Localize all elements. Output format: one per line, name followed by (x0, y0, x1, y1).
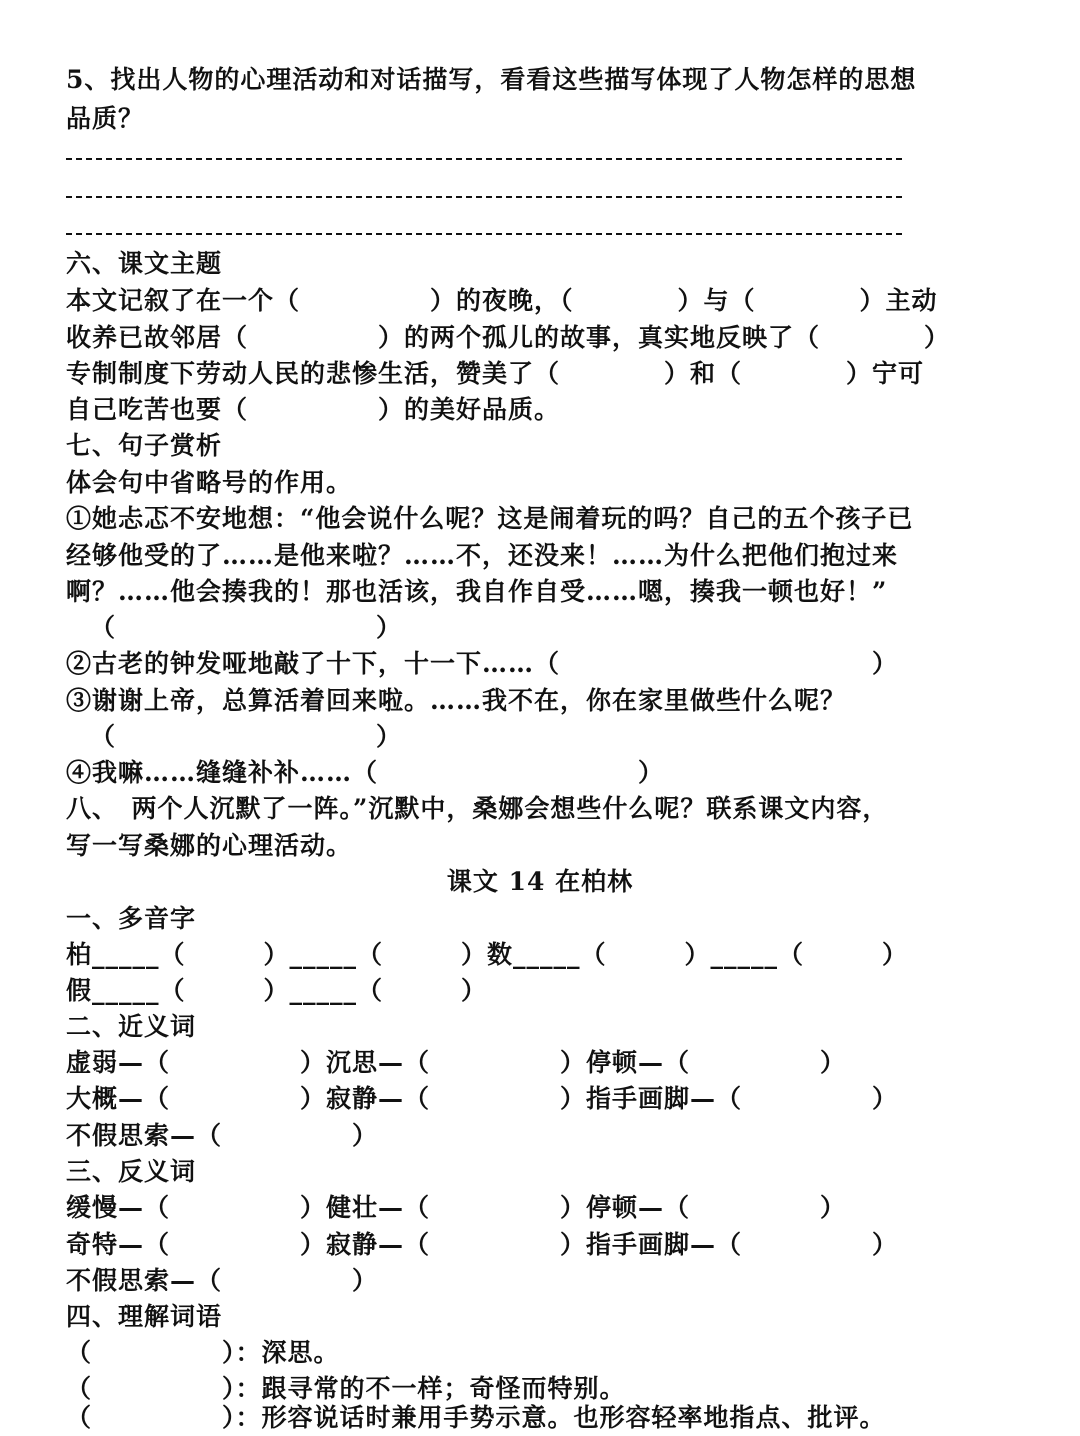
polyphone-heading: 一、多音字 (66, 904, 197, 933)
antonym-line-3: 不假思索—（ ） (66, 1266, 379, 1295)
theme-line-1: 本文记叙了在一个（ ）的夜晚，（ ）与（ ）主动 (66, 286, 938, 315)
sentence-1-line-1: ①她忐忑不安地想：“他会说什么呢？这是闹着玩的吗？自己的五个孩子已 (66, 504, 914, 533)
sentence-1-line-3: 啊？……他会揍我的！那也活该，我自作自受……嗯，揍我一顿也好！” (66, 577, 888, 606)
answer-blank-line[interactable] (66, 233, 902, 235)
antonym-line-2: 奇特—（ ）寂静—（ ）指手画脚—（ ） (66, 1230, 899, 1259)
word-meaning-line-3: （ ）：形容说话时兼用手势示意。也形容轻率地指点、批评。 (66, 1403, 886, 1432)
synonym-line-3: 不假思索—（ ） (66, 1121, 379, 1150)
answer-blank-line[interactable] (66, 196, 902, 198)
answer-blank-line[interactable] (66, 158, 902, 160)
word-meaning-heading: 四、理解词语 (66, 1302, 223, 1331)
synonym-line-2: 大概—（ ）寂静—（ ）指手画脚—（ ） (66, 1084, 899, 1113)
section-7-intro: 体会句中省略号的作用。 (66, 468, 353, 497)
theme-line-4: 自己吃苦也要（ ）的美好品质。 (66, 395, 561, 424)
word-meaning-line-1: （ ）：深思。 (66, 1338, 340, 1367)
sentence-4: ④我嘛……缝缝补补……（ ） (66, 758, 665, 787)
sentence-3-line-1: ③谢谢上帝，总算活着回来啦。……我不在，你在家里做些什么呢？ (66, 686, 847, 715)
polyphone-line-2: 假_____（ ）_____（ ） (66, 976, 488, 1005)
section-7-heading: 七、句子赏析 (66, 431, 223, 460)
antonym-line-1: 缓慢—（ ）健壮—（ ）停顿—（ ） (66, 1193, 847, 1222)
q5-line-1: 5、找出人物的心理活动和对话描写，看看这些描写体现了人物怎样的思想 (66, 65, 917, 94)
word-meaning-line-2: （ ）：跟寻常的不一样；奇怪而特别。 (66, 1374, 626, 1403)
polyphone-line-1: 柏_____（ ）_____（ ）数_____（ ）_____（ ） (66, 940, 909, 969)
section-8-line-1: 八、 两个人沉默了一阵。”沉默中，桑娜会想些什么呢？联系课文内容， (66, 794, 889, 823)
theme-line-2: 收养已故邻居（ ）的两个孤儿的故事，真实地反映了（ ） (66, 323, 951, 352)
sentence-3-answer[interactable]: （ ） (90, 722, 403, 751)
theme-line-3: 专制制度下劳动人民的悲惨生活，赞美了（ ）和（ ）宁可 (66, 359, 925, 388)
antonym-heading: 三、反义词 (66, 1157, 197, 1186)
q5-line-2: 品质？ (66, 104, 145, 133)
sentence-2: ②古老的钟发哑地敲了十下，十一下……（ ） (66, 649, 899, 678)
section-8-line-2: 写一写桑娜的心理活动。 (66, 831, 353, 860)
synonym-heading: 二、近义词 (66, 1012, 197, 1041)
sentence-1-answer[interactable]: （ ） (90, 613, 403, 642)
section-6-heading: 六、课文主题 (66, 249, 223, 278)
lesson-title: 课文 14 在柏林 (446, 867, 634, 896)
synonym-line-1: 虚弱—（ ）沉思—（ ）停顿—（ ） (66, 1048, 847, 1077)
sentence-1-line-2: 经够他受的了……是他来啦？……不，还没来！……为什么把他们抱过来 (66, 541, 899, 570)
